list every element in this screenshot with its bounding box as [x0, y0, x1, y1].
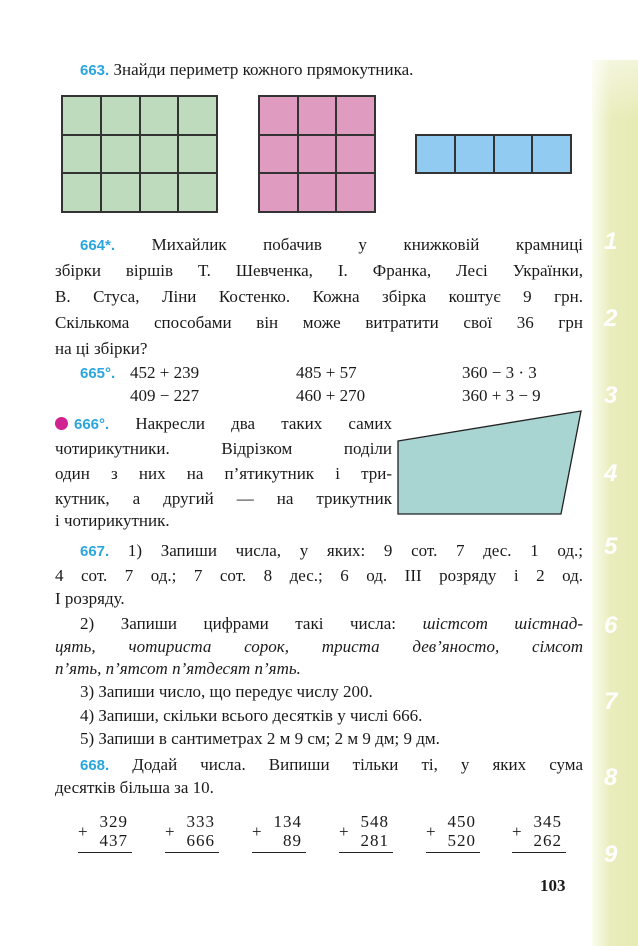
- chapter-digit: 5: [604, 533, 618, 560]
- plus-sign: +: [252, 822, 262, 841]
- column-addition: + 548 281: [339, 812, 393, 853]
- chapter-digit: 8: [604, 764, 618, 791]
- chapter-digit: 2: [604, 305, 618, 332]
- chapter-digit: 3: [604, 382, 618, 409]
- column-addition: + 345 262: [512, 812, 566, 853]
- plus-sign: +: [426, 822, 436, 841]
- chapter-digit: 4: [604, 460, 618, 487]
- chapter-digit: 6: [604, 612, 618, 639]
- plus-sign: +: [339, 822, 349, 841]
- chapter-digit: 7: [604, 688, 618, 715]
- chapter-digit: 1: [604, 228, 618, 255]
- chapter-digit: 9: [604, 841, 618, 868]
- column-addition: + 134 89: [252, 812, 306, 853]
- exercise-663: 663. Знайди периметр кожного прямокутника.: [80, 60, 414, 79]
- column-addition: + 329 437: [78, 812, 132, 853]
- plus-sign: +: [512, 822, 522, 841]
- plus-sign: +: [78, 822, 88, 841]
- plus-sign: +: [165, 822, 175, 841]
- column-addition: + 333 666: [165, 812, 219, 853]
- column-addition: + 450 520: [426, 812, 480, 853]
- textbook-page: 1 2 3 4 5 6 7 8 9 663. Знайди периметр кожного прямокутника. 664*. Михайлик побачив у книжковій крамниці збірки віршів Т. Шевченка, І. Франка, Лесі Українки, В. Стуса, Ліни Костенко. Кожна збірка коштує 9 грн. Скількома способами він може витратити свої 36 грн на ці збірки? 665°. 452 + 239 485 + 57 360 − 3 · 3 409 − 227 460 + 270 360 + 3 − 9 666°. Накресли два таких самих чотирикутники. Відрізком поділи один з них на п’ятикутник і три- кутник, а другий — на трикутник і чотирикутник. 667. 1) Запиши числа, у яких: 9 сот. 7 дес. 1 од.; 4 сот. 7 од.; 7 сот. 8 дес.; 6 од. ІІІ розряду і 2 од. І розряду. 2) Запиши цифрами такі числа: шістсот шістнад- цять, чотириста сорок, триста дев’яносто, сімсот п’ять, п’ятсот п’ятдесят п’ять. 3) Запиши число, що передує числу 200. 4) Запиши, скільки всього десятків у числі 666. 5) Запиши в сантиметрах 2 м 9 см; 2 м 9 дм; 9 дм. 668. Додай числа. Випиши тільки ті, у яких сума десятків більша за 10. + 329 437 + 333 666 + 134 89 + 548 281 + 450 520 + 345 262 103: [0, 0, 638, 946]
- page-number: 103: [540, 876, 566, 895]
